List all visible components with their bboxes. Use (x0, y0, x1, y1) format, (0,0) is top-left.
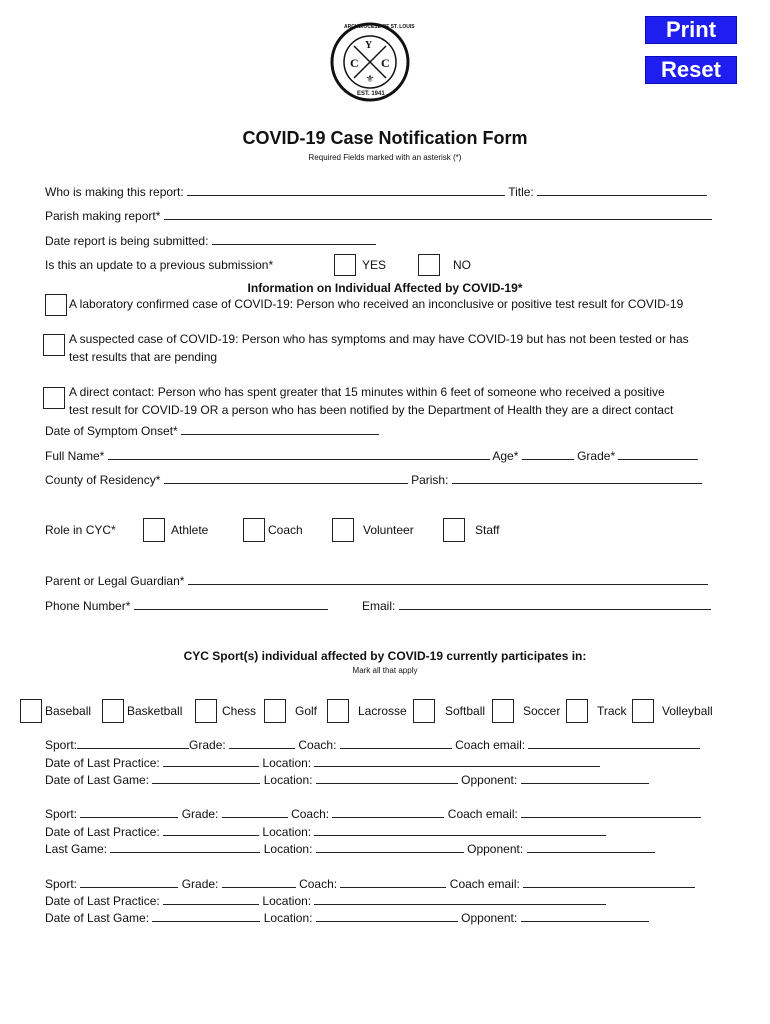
phone-field[interactable] (134, 598, 328, 610)
onset-field[interactable] (181, 423, 379, 435)
sb1-opponent-label: Opponent: (461, 773, 518, 787)
sb3-game-location-field[interactable] (316, 910, 458, 922)
sb2-location-field[interactable] (314, 824, 606, 836)
sport-soccer-checkbox[interactable] (492, 699, 514, 723)
print-button[interactable]: Print (645, 16, 737, 44)
logo-letter-c-right: C (381, 56, 390, 70)
sport-block-3-row-3 (45, 910, 649, 925)
sb1-game-location-label: Location: (263, 773, 313, 787)
sb2-opponent-field[interactable] (527, 841, 655, 853)
sport-softball-label: Softball (445, 704, 486, 718)
sport-lacrosse-checkbox[interactable] (327, 699, 349, 723)
sport-block-1-row-2 (45, 755, 600, 770)
direct-label-2: test result for COVID-19 OR a person who has been notified by the Department of Health they are a direct contact (69, 403, 674, 417)
update-label: Is this an update to a previous submission* (45, 258, 274, 272)
sb3-coach-label: Coach: (299, 877, 338, 891)
who-label: Who is making this report: (45, 185, 184, 199)
email-field[interactable] (399, 598, 711, 610)
update-yes-checkbox[interactable] (334, 254, 356, 276)
sb3-grade-field[interactable] (222, 876, 296, 888)
who-row (45, 184, 707, 199)
role-volunteer-label: Volunteer (363, 523, 414, 537)
individual-heading: Information on Individual Affected by COVID-19* (247, 281, 523, 295)
role-coach-checkbox[interactable] (243, 518, 265, 542)
sport-block-3-row-2 (45, 893, 606, 908)
sb1-opponent-field[interactable] (521, 772, 649, 784)
sb2-coach-label: Coach: (291, 807, 330, 821)
sport-lacrosse-label: Lacrosse (358, 704, 407, 718)
sb2-coach-email-field[interactable] (521, 806, 701, 818)
onset-label: Date of Symptom Onset* (45, 424, 178, 438)
sb3-practice-field[interactable] (163, 893, 259, 905)
suspected-checkbox[interactable] (43, 334, 65, 356)
sport-block-1-row-3 (45, 772, 649, 787)
county-row (45, 472, 702, 487)
sb1-coach-field[interactable] (340, 737, 452, 749)
direct-label-1: A direct contact: Person who has spent greater that 15 minutes within 6 feet of someone who received a positive (69, 385, 665, 399)
page-subtitle: Required Fields marked with an asterisk (*) (308, 153, 462, 162)
sb1-grade-label: Grade: (189, 738, 226, 752)
sb3-grade-label: Grade: (181, 877, 219, 891)
parish-label: Parish making report* (45, 209, 161, 223)
sport-soccer-label: Soccer (523, 704, 561, 718)
title-field[interactable] (537, 184, 707, 196)
sport-track-label: Track (597, 704, 627, 718)
sb2-grade-label: Grade: (181, 807, 219, 821)
sport-basketball-label: Basketball (127, 704, 183, 718)
sport-baseball-checkbox[interactable] (20, 699, 42, 723)
sport-block-2-row-2 (45, 824, 606, 839)
sports-note: Mark all that apply (352, 666, 418, 675)
role-athlete-checkbox[interactable] (143, 518, 165, 542)
sport-block-2-row-1 (45, 806, 701, 821)
email-row (362, 598, 711, 613)
sb2-opponent-label: Opponent: (467, 842, 524, 856)
sb3-sport-field[interactable] (80, 876, 178, 888)
county-parish-field[interactable] (452, 472, 702, 484)
update-no-checkbox[interactable] (418, 254, 440, 276)
parish-row (45, 208, 712, 223)
sport-golf-checkbox[interactable] (264, 699, 286, 723)
full-name-field[interactable] (108, 448, 490, 460)
sb1-practice-label: Date of Last Practice: (45, 756, 160, 770)
suspected-label-2: test results that are pending (69, 350, 218, 364)
logo-arc-text: ARCHDIOCESE OF ST. LOUIS (344, 24, 415, 30)
role-volunteer-checkbox[interactable] (332, 518, 354, 542)
update-yes-label: YES (362, 258, 387, 272)
sb2-game-location-field[interactable] (316, 841, 464, 853)
sb2-game-label: Last Game: (45, 842, 108, 856)
date-field[interactable] (212, 233, 376, 245)
sb2-game-location-label: Location: (263, 842, 313, 856)
age-field[interactable] (522, 448, 574, 460)
sport-basketball-checkbox[interactable] (102, 699, 124, 723)
direct-checkbox[interactable] (43, 387, 65, 409)
sport-block-3-row-1 (45, 876, 695, 891)
sb3-game-label: Date of Last Game: (45, 911, 150, 925)
svg-text:⚜: ⚜ (365, 74, 375, 85)
sb1-sport-field[interactable] (77, 737, 189, 749)
guardian-row (45, 573, 708, 588)
sport-softball-checkbox[interactable] (413, 699, 435, 723)
sb3-game-field[interactable] (152, 910, 260, 922)
title-label: Title: (508, 185, 534, 199)
sb3-coach-email-field[interactable] (523, 876, 695, 888)
date-row (45, 233, 376, 248)
sb3-practice-label: Date of Last Practice: (45, 894, 160, 908)
sport-volleyball-label: Volleyball (662, 704, 713, 718)
grade-field[interactable] (618, 448, 698, 460)
logo-letter-c-left: C (350, 56, 359, 70)
sb1-coach-email-label: Coach email: (455, 738, 526, 752)
sport-volleyball-checkbox[interactable] (632, 699, 654, 723)
role-staff-checkbox[interactable] (443, 518, 465, 542)
sb2-game-field[interactable] (110, 841, 260, 853)
sb1-sport-label: Sport: (45, 738, 78, 752)
sb1-coach-email-field[interactable] (528, 737, 700, 749)
sb2-practice-field[interactable] (163, 824, 259, 836)
sb3-coach-email-label: Coach email: (449, 877, 520, 891)
sb1-game-field[interactable] (152, 772, 260, 784)
sb1-game-label: Date of Last Game: (45, 773, 150, 787)
county-parish-label: Parish: (411, 473, 449, 487)
sb2-practice-label: Date of Last Practice: (45, 825, 160, 839)
sport-chess-checkbox[interactable] (195, 699, 217, 723)
sport-block-1-row-1 (45, 737, 700, 752)
role-coach-label: Coach (268, 523, 303, 537)
sport-track-checkbox[interactable] (566, 699, 588, 723)
sb3-game-location-label: Location: (263, 911, 313, 925)
phone-row (45, 598, 328, 613)
parish-field[interactable] (164, 208, 712, 220)
grade-label: Grade* (577, 449, 616, 463)
sb2-location-label: Location: (262, 825, 312, 839)
sb3-coach-field[interactable] (340, 876, 446, 888)
sb2-coach-email-label: Coach email: (447, 807, 518, 821)
date-label: Date report is being submitted: (45, 234, 209, 248)
logo-letter-y: Y (365, 40, 373, 51)
sb3-sport-label: Sport: (45, 877, 78, 891)
sb1-game-location-field[interactable] (316, 772, 458, 784)
county-label: County of Residency* (45, 473, 161, 487)
sport-chess-label: Chess (222, 704, 257, 718)
age-label: Age* (492, 449, 519, 463)
sports-heading: CYC Sport(s) individual affected by COVID-19 currently participates in: (183, 649, 587, 663)
logo-est: EST. 1941 (357, 91, 385, 97)
sb1-coach-label: Coach: (298, 738, 337, 752)
who-field[interactable] (187, 184, 505, 196)
sb1-location-field[interactable] (314, 755, 600, 767)
page-title: COVID-19 Case Notification Form (242, 128, 528, 148)
sport-baseball-label: Baseball (45, 704, 92, 718)
guardian-field[interactable] (188, 573, 708, 585)
role-athlete-label: Athlete (171, 523, 209, 537)
sb2-sport-field[interactable] (80, 806, 178, 818)
sb3-opponent-field[interactable] (521, 910, 649, 922)
sb2-coach-field[interactable] (332, 806, 444, 818)
update-no-label: NO (453, 258, 471, 272)
sb1-location-label: Location: (262, 756, 312, 770)
guardian-label: Parent or Legal Guardian* (45, 574, 185, 588)
sport-block-2-row-3 (45, 841, 655, 856)
lab-label: A laboratory confirmed case of COVID-19: Person who received an inconclusive or positive test result for COVID-19 (69, 297, 684, 311)
sb1-practice-field[interactable] (163, 755, 259, 767)
sport-golf-label: Golf (295, 704, 318, 718)
sb3-location-field[interactable] (314, 893, 606, 905)
email-label: Email: (362, 599, 396, 613)
sb3-opponent-label: Opponent: (461, 911, 518, 925)
full-name-label: Full Name* (45, 449, 105, 463)
sb2-grade-field[interactable] (222, 806, 288, 818)
cyc-logo-graphic (330, 22, 410, 102)
sb1-grade-field[interactable] (229, 737, 295, 749)
phone-label: Phone Number* (45, 599, 131, 613)
role-staff-label: Staff (475, 523, 500, 537)
suspected-label-1: A suspected case of COVID-19: Person who has symptoms and may have COVID-19 but has not been tested or has (69, 332, 689, 346)
county-field[interactable] (164, 472, 408, 484)
reset-button[interactable]: Reset (645, 56, 737, 84)
role-label: Role in CYC* (45, 523, 116, 537)
lab-checkbox[interactable] (45, 294, 67, 316)
cyc-logo (330, 22, 415, 102)
onset-row (45, 423, 379, 438)
sb3-location-label: Location: (262, 894, 312, 908)
name-row (45, 448, 698, 463)
sb2-sport-label: Sport: (45, 807, 78, 821)
